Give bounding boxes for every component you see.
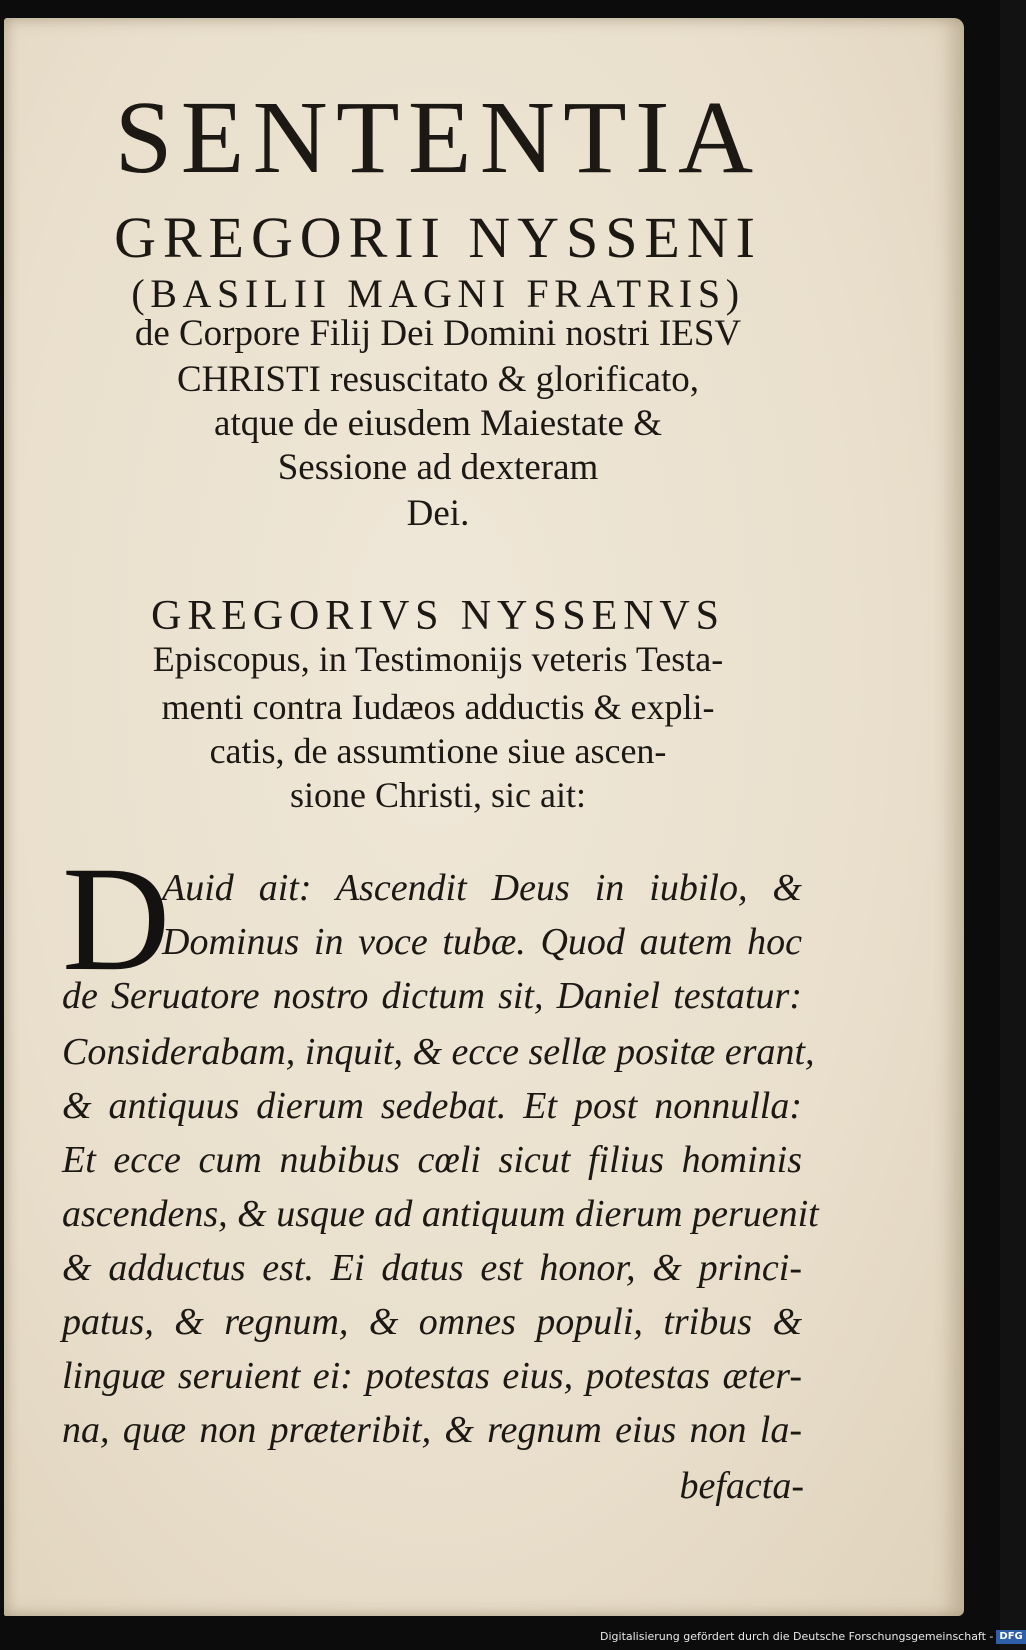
title-line-7: Sessione ad dexteram — [277, 447, 599, 488]
title-line-5: CHRISTI resuscitato & glorificato, — [176, 359, 699, 400]
intro-line-3: menti contra Iudæos adductis & expli- — [161, 687, 715, 727]
body-line-4: Considerabam, inquit, & ecce sellæ positæ erant, — [62, 1031, 815, 1073]
title-line-1: SENTENTIA — [114, 80, 762, 195]
drop-cap-initial: D — [62, 836, 171, 1002]
intro-heading: GREGORIVS NYSSENVS — [151, 593, 725, 639]
funding-footer — [600, 1628, 1023, 1646]
body-line-3: de Seruatore nostro dictum sit, Daniel testatur: — [62, 975, 802, 1017]
title-line-2: GREGORII NYSSENI — [114, 205, 762, 270]
title-line-4: de Corpore Filij Dei Domini nostri IESV — [134, 313, 742, 354]
body-line-10: linguæ seruient ei: potestas eius, potestas æter- — [62, 1355, 802, 1397]
title-line-3: (BASILII MAGNI FRATRIS) — [131, 271, 745, 316]
intro-line-4: catis, de assumtione siue ascen- — [209, 731, 667, 771]
title-line-6: atque de eiusdem Maiestate & — [214, 403, 662, 444]
body-line-6: Et ecce cum nubibus cœli sicut filius hominis — [62, 1139, 802, 1181]
intro-line-5: sione Christi, sic ait: — [290, 775, 586, 815]
funding-text: Digitalisierung gefördert durch die Deutsche Forschungsgemeinschaft - — [600, 1630, 994, 1643]
body-line-1: Auid ait: Ascendit Deus in iubilo, & — [162, 867, 802, 909]
dfg-logo-badge: DFG — [996, 1630, 1025, 1644]
body-line-8: & adductus est. Ei datus est honor, & princi- — [62, 1247, 802, 1289]
body-line-5: & antiquus dierum sedebat. Et post nonnulla: — [62, 1085, 802, 1127]
body-line-7: ascendens, & usque ad antiquum dierum peruenit — [62, 1193, 819, 1235]
body-line-2: Dominus in voce tubæ. Quod autem hoc — [162, 921, 802, 963]
book-page — [4, 18, 964, 1616]
intro-line-2: Episcopus, in Testimonijs veteris Testa- — [152, 639, 724, 679]
title-line-8: Dei. — [406, 493, 470, 534]
body-line-11: na, quæ non præteribit, & regnum eius non la- — [62, 1409, 802, 1451]
body-line-9: patus, & regnum, & omnes populi, tribus & — [62, 1301, 802, 1343]
catchword: befacta- — [679, 1465, 804, 1507]
